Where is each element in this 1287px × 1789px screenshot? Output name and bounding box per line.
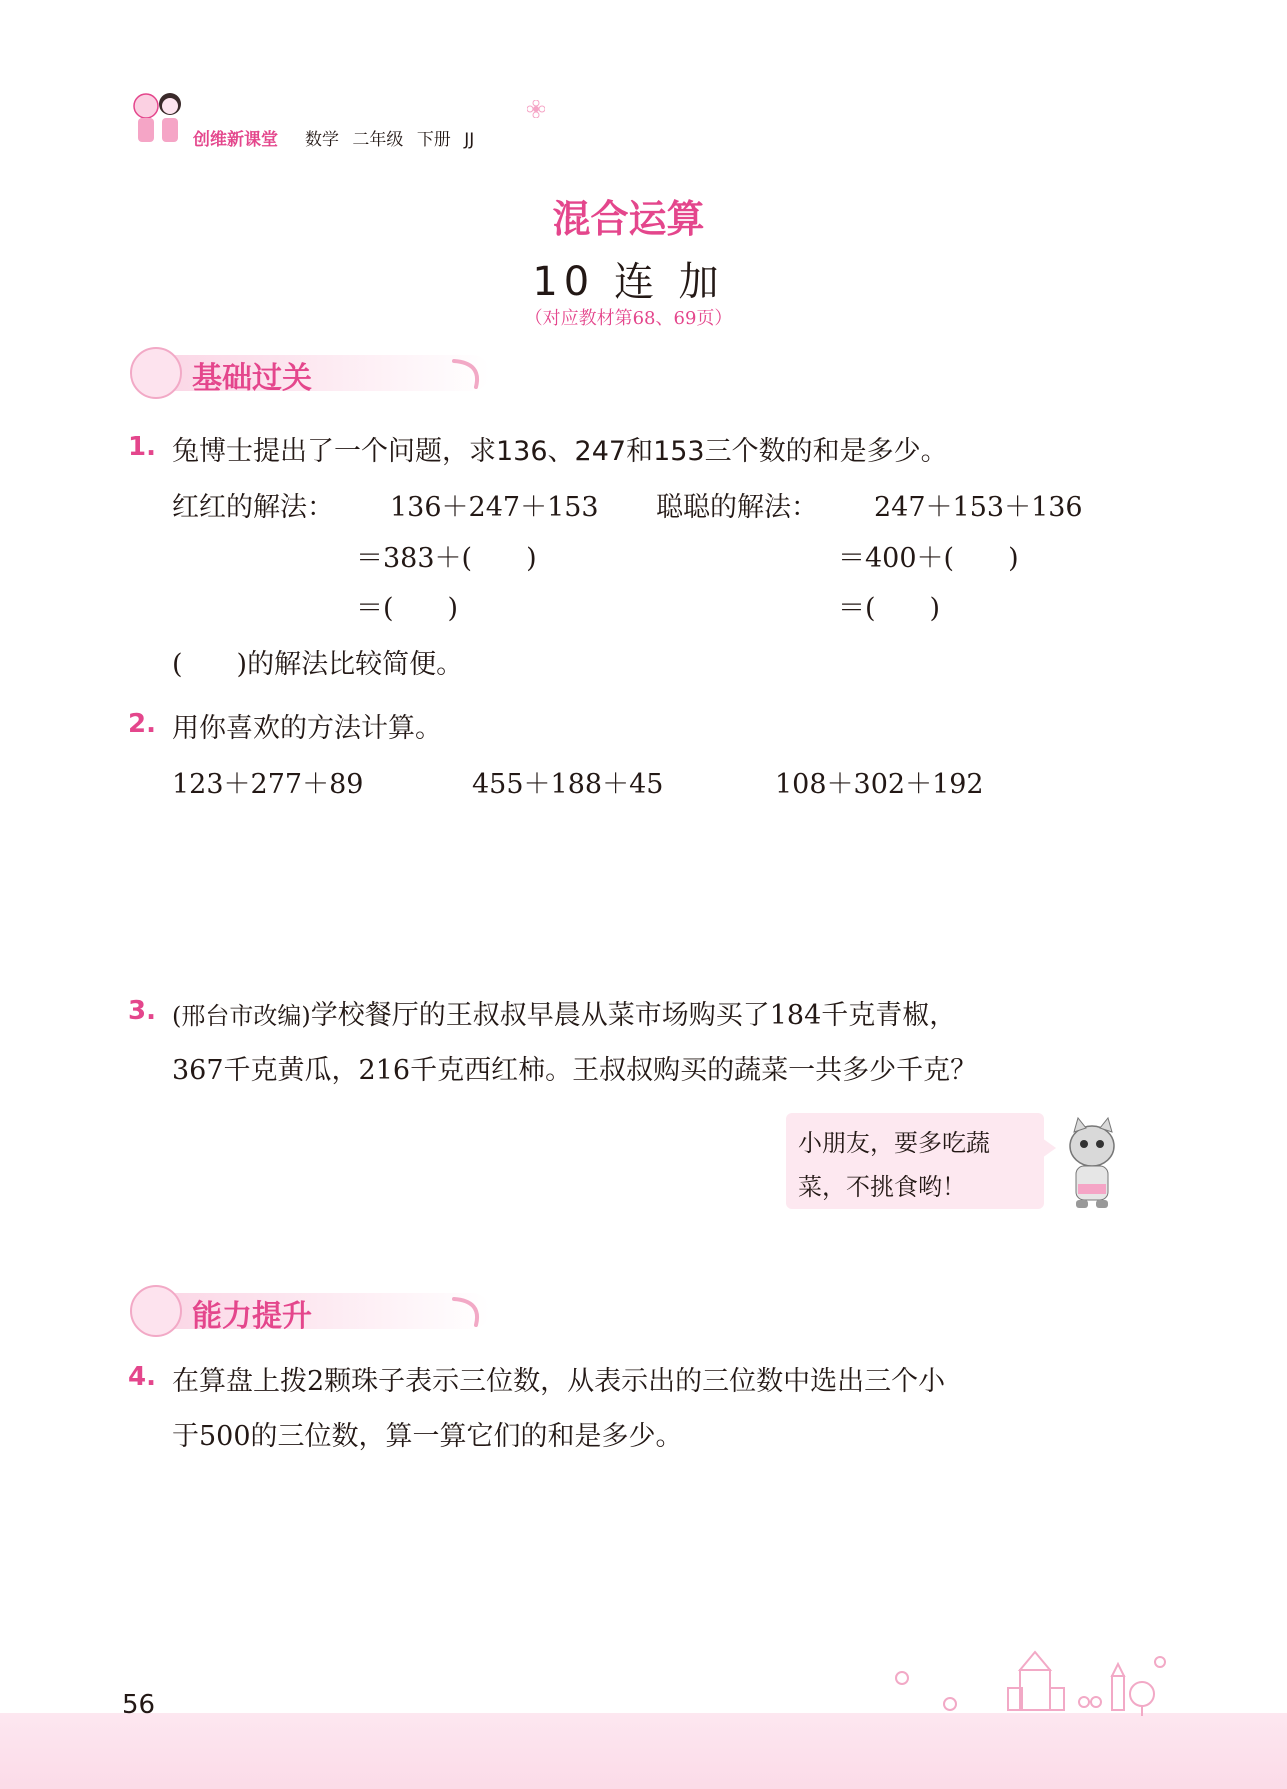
cat-mascot-icon [1062, 1116, 1124, 1216]
textbook-reference: （对应教材第68、69页） [524, 308, 733, 329]
section-banner-advanced [130, 1285, 370, 1337]
header-brand: 创维新课堂 [193, 130, 278, 150]
bubble-tip [1042, 1138, 1056, 1158]
question-4-text-1: 在算盘上拨2颗珠子表示三位数，从表示出的三位数中选出三个小 [172, 1366, 946, 1397]
expression-3: 108＋302＋192 [775, 769, 984, 800]
question-3-source: (邢台市改编) [172, 1002, 311, 1030]
header-volume: 下册 [416, 130, 451, 150]
honghong-step-1: 136＋247＋153 [390, 492, 599, 523]
header-logo-girls [128, 88, 190, 150]
expression-1: 123＋277＋89 [172, 769, 364, 800]
question-4-text-2: 于500的三位数，算一算它们的和是多少。 [172, 1421, 683, 1452]
honghong-step-2: ＝383＋( ) [356, 543, 537, 574]
monkey-avatar-icon [130, 1285, 182, 1337]
header-grade: 二年级 [352, 130, 404, 150]
header-edition: JJ [464, 130, 475, 150]
honghong-step-3: ＝( ) [356, 593, 459, 624]
section-title-advanced: 能力提升 [192, 1299, 312, 1334]
section-banner-basic [130, 347, 370, 399]
rabbit-avatar-icon [130, 347, 182, 399]
header-book-info [305, 125, 482, 150]
q1-conclusion: ( )的解法比较简便。 [172, 649, 464, 680]
question-text-1: 兔博士提出了一个问题，求136、247和153三个数的和是多少。 [172, 436, 948, 467]
question-number-3: 3. [128, 996, 156, 1026]
expression-2: 455＋188＋45 [472, 769, 664, 800]
honghong-label: 红红的解法： [172, 492, 334, 523]
lesson-title: 10 连 加 [532, 259, 725, 305]
question-3-text-2: 367千克黄瓜，216千克西红柿。王叔叔购买的蔬菜一共多少千克？ [172, 1055, 978, 1086]
chapter-title: 混合运算 [552, 197, 705, 241]
question-3-text-1: 学校餐厅的王叔叔早晨从菜市场购买了184千克青椒， [310, 1000, 957, 1031]
congcong-step-3: ＝( ) [838, 593, 941, 624]
question-text-2: 用你喜欢的方法计算。 [172, 713, 442, 744]
congcong-step-1: 247＋153＋136 [874, 492, 1083, 523]
section-title-basic: 基础过关 [192, 361, 312, 396]
question-number-2: 2. [128, 709, 156, 739]
congcong-step-2: ＝400＋( ) [838, 543, 1019, 574]
bubble-text-1: 小朋友，要多吃蔬 [798, 1129, 990, 1157]
header-subject: 数学 [305, 130, 339, 150]
speech-bubble [786, 1113, 1044, 1209]
flower-icon [527, 100, 545, 122]
castle-decoration-icon [880, 1648, 1170, 1722]
footer-band [0, 1713, 1287, 1789]
question-number-4: 4. [128, 1362, 156, 1392]
bubble-text-2: 菜，不挑食哟！ [798, 1173, 966, 1201]
question-number-1: 1. [128, 432, 156, 462]
congcong-label: 聪聪的解法： [656, 492, 818, 523]
question-3-line-1 [172, 993, 956, 1032]
page-number: 56 [122, 1690, 156, 1720]
